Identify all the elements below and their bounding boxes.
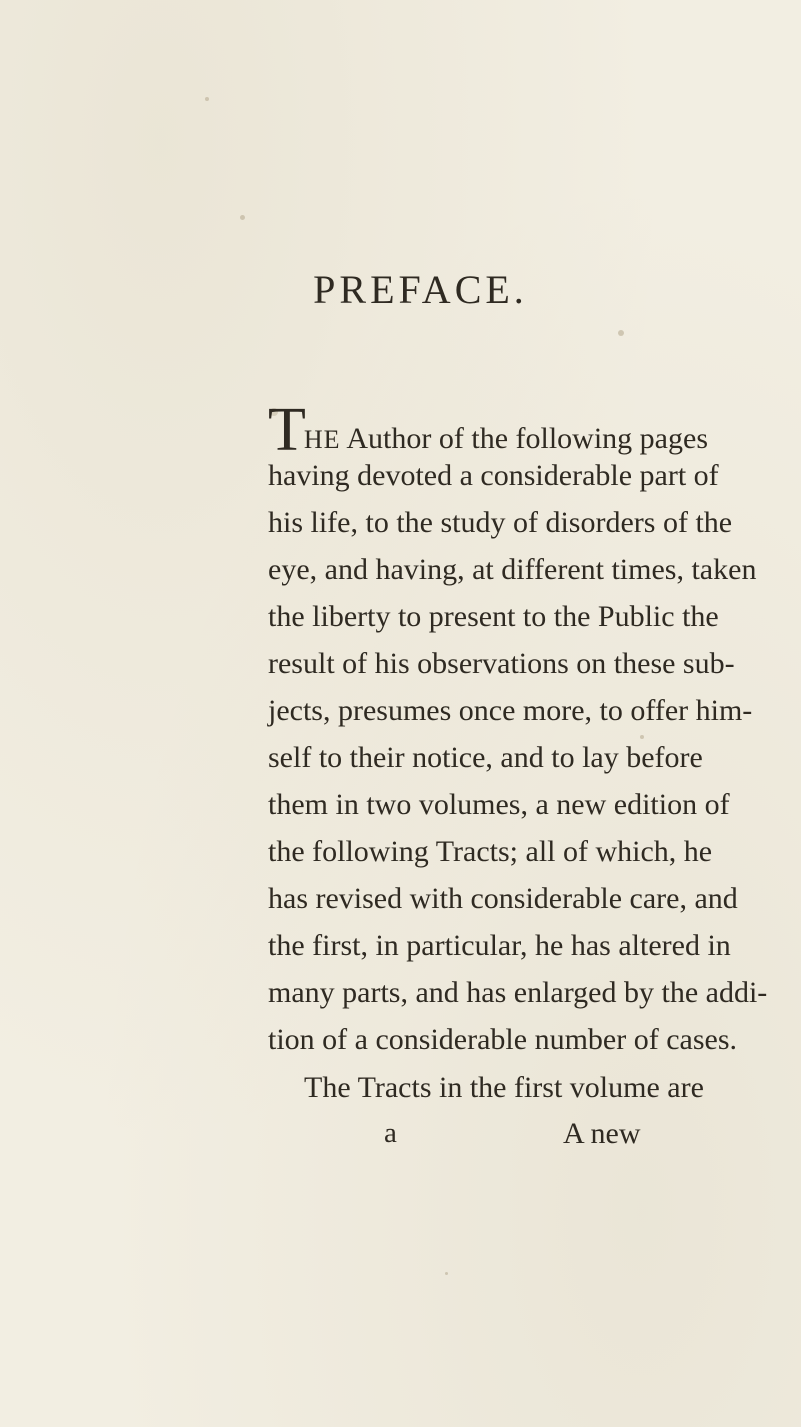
paragraph-line: eye, and having, at different times, taken [268, 553, 757, 586]
paper-speck [205, 97, 209, 101]
small-caps-word: HE [303, 425, 341, 454]
paragraph-line: many parts, and has enlarged by the addi- [268, 976, 768, 1009]
paragraph-line: tion of a considerable number of cases. [268, 1023, 737, 1056]
line-text: Author of the following pages [340, 422, 708, 455]
paragraph-line: The Tracts in the first volume are [304, 1071, 704, 1104]
page-heading: PREFACE. [313, 267, 528, 312]
paragraph-line: self to their notice, and to lay before [268, 741, 703, 774]
paragraph-line: his life, to the study of disorders of the [268, 506, 733, 539]
catchword: A new [563, 1117, 641, 1150]
paragraph-line: jects, presumes once more, to offer him- [268, 694, 753, 727]
paragraph-line: the first, in particular, he has altered in [268, 929, 731, 962]
paragraph-line: having devoted a considerable part of [268, 459, 719, 492]
drop-cap: T [268, 396, 306, 464]
paragraph-line: them in two volumes, a new edition of [268, 788, 730, 821]
paper-speck [618, 330, 624, 336]
paper-speck [445, 1272, 448, 1275]
paragraph-line: result of his observations on these sub- [268, 647, 735, 680]
paragraph-line: has revised with considerable care, and [268, 882, 738, 915]
paper-speck [640, 735, 644, 739]
paper-speck [240, 215, 245, 220]
paragraph-line: the liberty to present to the Public the [268, 600, 719, 633]
signature-mark: a [384, 1117, 397, 1149]
paragraph-line [268, 396, 708, 464]
paragraph-line: the following Tracts; all of which, he [268, 835, 713, 868]
